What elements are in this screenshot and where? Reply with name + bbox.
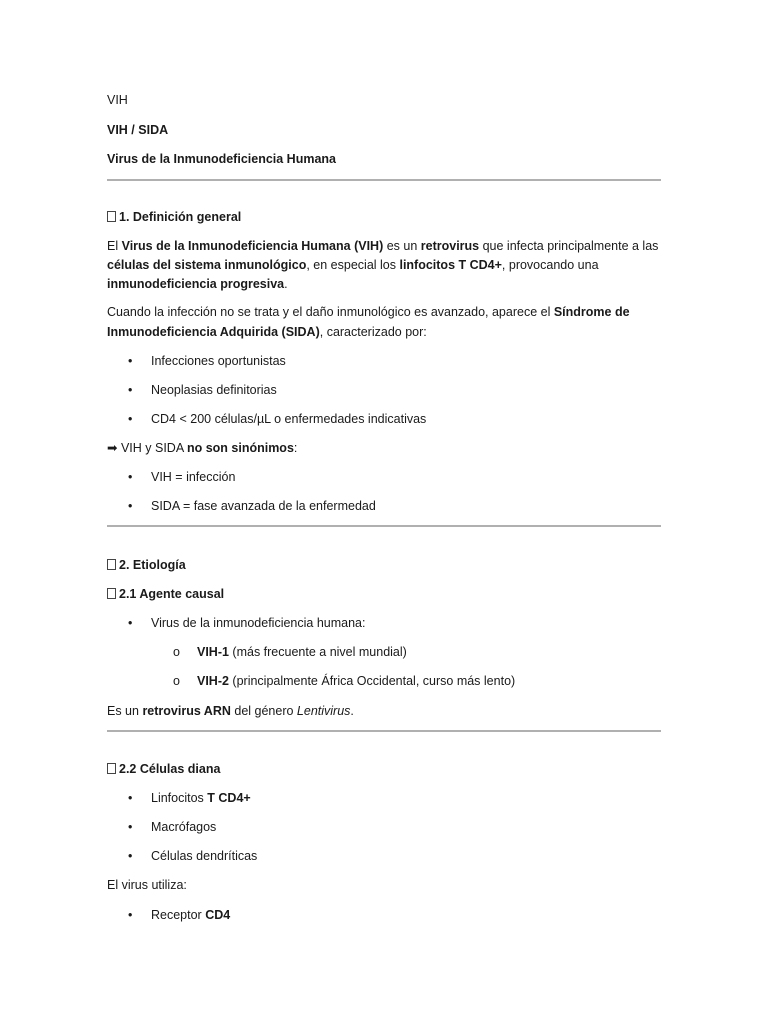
list-item: CD4 < 200 células/µL o enfermedades indicativas <box>151 412 427 426</box>
paragraph-line: Cuando la infección no se trata y el daño inmunológico es avanzado, aparece el Síndrome de <box>107 305 630 319</box>
divider <box>107 730 661 732</box>
sub-list-item: VIH-1 (más frecuente a nivel mundial) <box>197 645 407 659</box>
subsection-heading-target-cells: 2.2 Células diana <box>107 761 220 777</box>
paragraph-line: Inmunodeficiencia Adquirida (SIDA), caracterizado por: <box>107 325 427 339</box>
bullet <box>128 615 136 631</box>
sub-list-item: VIH-2 (principalmente África Occidental, curso más lento) <box>197 674 516 688</box>
paragraph-line: El Virus de la Inmunodeficiencia Humana (VIH) es un retrovirus que infecta principalmente a las <box>107 239 659 253</box>
divider <box>107 179 661 181</box>
paragraph-line: células del sistema inmunológico, en especial los linfocitos T CD4+, provocando una <box>107 258 599 272</box>
bullet <box>128 790 136 806</box>
list-item: SIDA = fase avanzada de la enfermedad <box>151 499 376 513</box>
paragraph-line: inmunodeficiencia progresiva. <box>107 277 288 291</box>
note-line: ➡ VIH y SIDA no son sinónimos: <box>107 441 298 455</box>
bullet <box>128 498 136 514</box>
list-item: Infecciones oportunistas <box>151 354 286 368</box>
arrow-right-icon: ➡ <box>107 441 118 455</box>
bullet <box>128 907 136 923</box>
paragraph-line: Es un retrovirus ARN del género Lentivirus. <box>107 704 354 718</box>
list-item: Linfocitos T CD4+ <box>151 791 251 805</box>
doc-subtitle: VIH / SIDA <box>107 123 169 137</box>
bullet <box>128 848 136 864</box>
list-item: Virus de la inmunodeficiencia humana: <box>151 616 366 630</box>
list-item: Receptor CD4 <box>151 908 231 922</box>
bullet <box>128 819 136 835</box>
doc-heading: Virus de la Inmunodeficiencia Humana <box>107 152 336 166</box>
bullet <box>128 411 136 427</box>
bullet <box>128 469 136 485</box>
list-item: Neoplasias definitorias <box>151 383 277 397</box>
subsection-heading: 2.1 Agente causal <box>107 586 224 602</box>
bullet <box>128 382 136 398</box>
divider <box>107 525 661 527</box>
list-item: Macrófagos <box>151 820 217 834</box>
section-heading-definition: 1. Definición general <box>107 209 241 225</box>
sub-bullet: o <box>173 645 180 659</box>
list-item: Células dendríticas <box>151 849 258 863</box>
paragraph-line: El virus utiliza: <box>107 878 187 892</box>
doc-title-line: VIH <box>107 93 128 107</box>
missing-glyph-icon <box>107 588 116 599</box>
missing-glyph-icon <box>107 211 116 222</box>
bullet <box>128 353 136 369</box>
missing-glyph-icon <box>107 763 116 774</box>
list-item: VIH = infección <box>151 470 236 484</box>
missing-glyph-icon <box>107 559 116 570</box>
section-heading-etiology: 2. Etiología <box>107 557 186 573</box>
sub-bullet: o <box>173 674 180 688</box>
